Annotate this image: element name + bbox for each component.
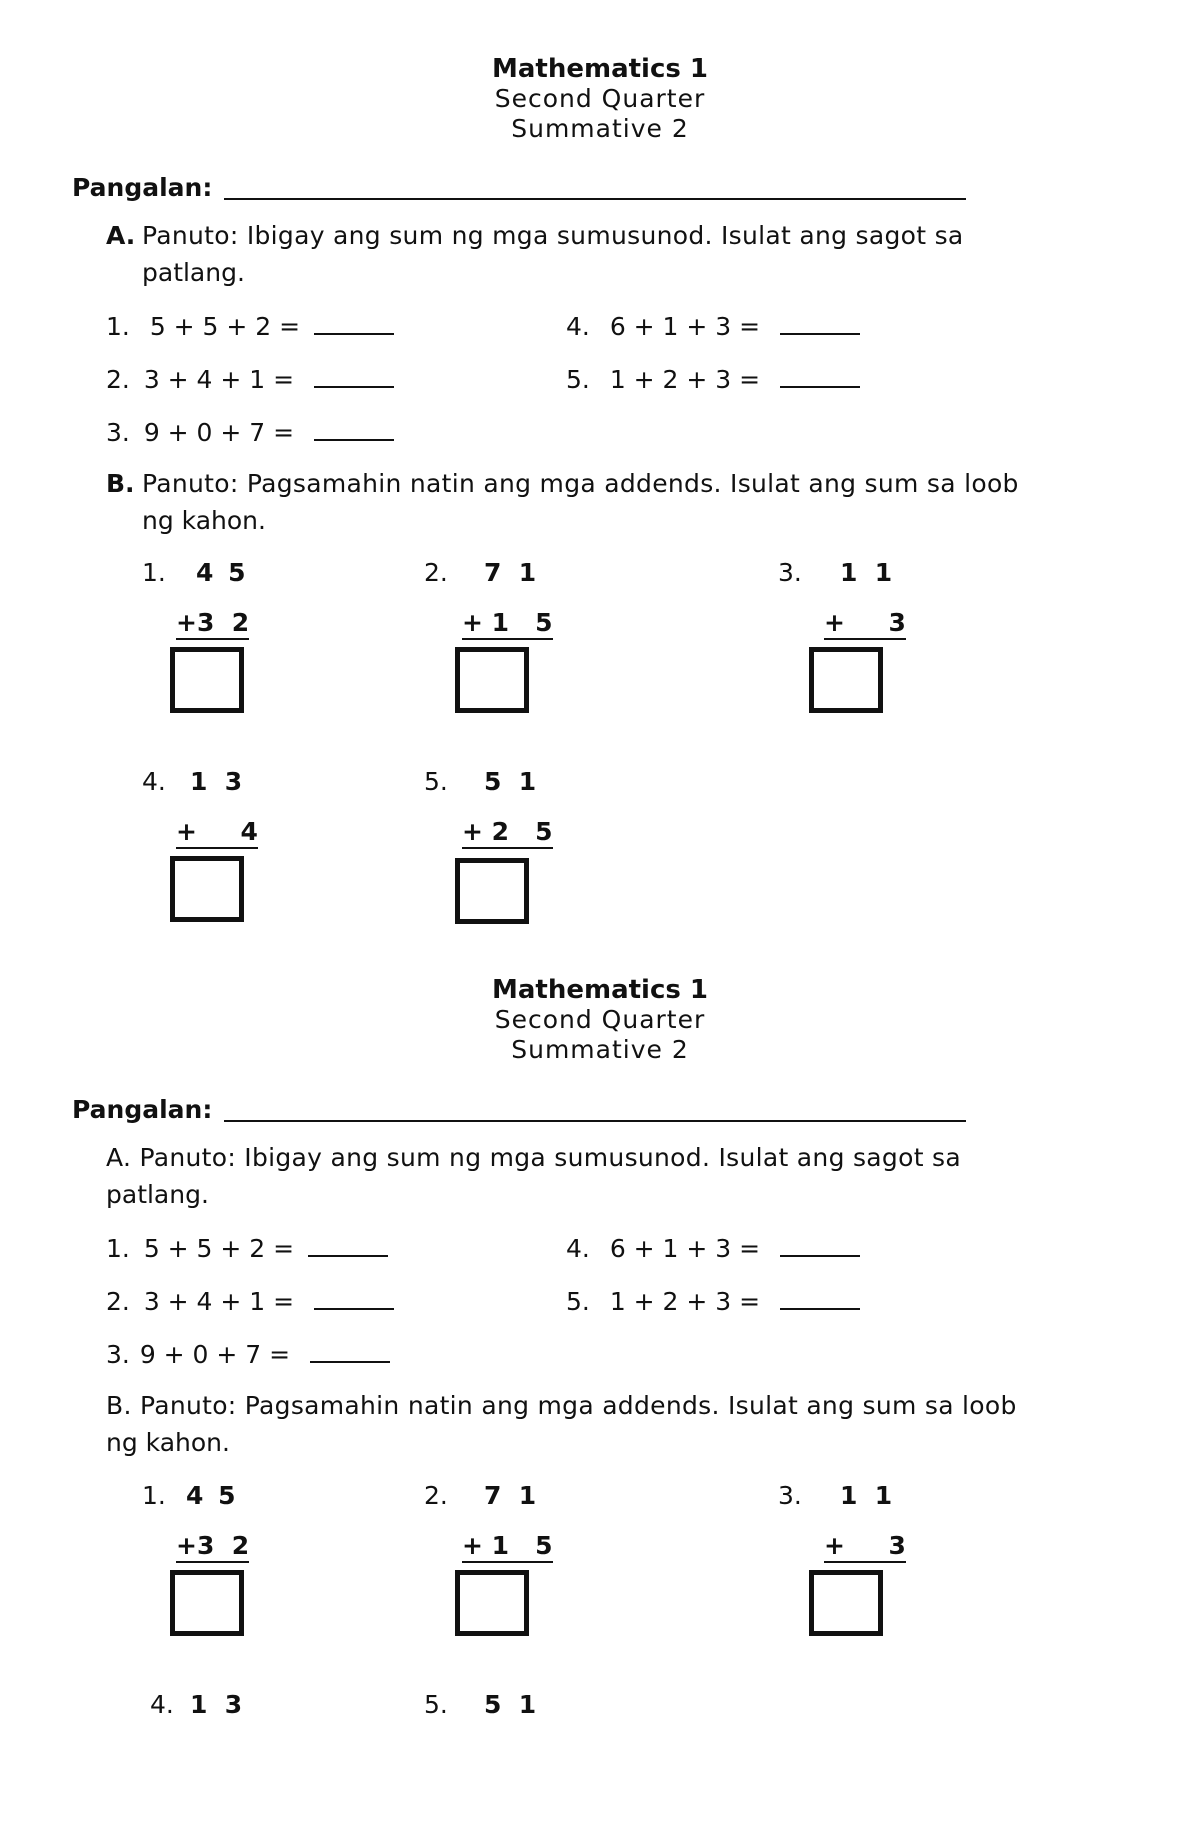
name-field[interactable] xyxy=(224,1120,966,1122)
a-item-3 xyxy=(106,417,394,447)
b-item-3-bottom: + 3 xyxy=(824,608,906,640)
b-item-2-answer-box[interactable] xyxy=(455,647,529,713)
answer-blank[interactable] xyxy=(314,364,394,388)
b-item-1-number: 1. xyxy=(142,558,166,587)
answer-blank[interactable] xyxy=(780,364,860,388)
b-item-1-answer-box[interactable] xyxy=(170,1570,244,1636)
b-item-4-bottom: + 4 xyxy=(176,817,258,849)
answer-blank[interactable] xyxy=(314,1286,394,1310)
part-a-letter: A. xyxy=(106,221,136,250)
sheet-title: Mathematics 1 xyxy=(492,54,708,84)
a-item-5 xyxy=(566,364,860,394)
item-expression: 9 + 0 + 7 = xyxy=(139,1340,291,1369)
part-a-instruction: A. Panuto: Ibigay ang sum ng mga sumusunod. Isulat ang sagot sa xyxy=(106,1143,961,1172)
item-expression: 3 + 4 + 1 = xyxy=(143,1287,295,1316)
a-item-2 xyxy=(106,364,394,394)
b-item-2-answer-box[interactable] xyxy=(455,1570,529,1636)
answer-blank[interactable] xyxy=(308,1233,388,1257)
part-b-letter: B. xyxy=(106,469,135,498)
b-item-3-number: 3. xyxy=(778,558,802,587)
item-number: 3. xyxy=(106,418,130,447)
b-item-1-bottom: +3 2 xyxy=(176,608,249,640)
item-expression: 1 + 2 + 3 = xyxy=(609,365,761,394)
item-expression: 3 + 4 + 1 = xyxy=(143,365,295,394)
answer-blank[interactable] xyxy=(780,1286,860,1310)
item-expression: 5 + 5 + 2 = xyxy=(149,312,301,341)
answer-blank[interactable] xyxy=(314,417,394,441)
b-item-2-number: 2. xyxy=(424,558,448,587)
a-item-5 xyxy=(566,1286,860,1316)
b-item-3-top: 1 1 xyxy=(840,558,893,587)
a-item-4 xyxy=(566,311,860,341)
b-item-3-top: 1 1 xyxy=(840,1481,893,1510)
item-number: 1. xyxy=(106,312,130,341)
item-expression: 9 + 0 + 7 = xyxy=(143,418,295,447)
a-item-2 xyxy=(106,1286,394,1316)
b-item-4-top: 1 3 xyxy=(190,767,243,796)
item-number: 5. xyxy=(566,365,590,394)
b-item-1-top: 4 5 xyxy=(196,558,246,587)
sheet-summative: Summative 2 xyxy=(511,1035,689,1064)
part-b-instruction-cont: ng kahon. xyxy=(106,1428,230,1457)
item-number: 4. xyxy=(566,1234,590,1263)
item-expression: 6 + 1 + 3 = xyxy=(609,312,761,341)
item-expression: 5 + 5 + 2 = xyxy=(143,1234,295,1263)
part-a-instruction: Panuto: Ibigay ang sum ng mga sumusunod. Isulat ang sagot sa xyxy=(142,221,964,250)
item-number: 2. xyxy=(106,1287,130,1316)
sheet-summative: Summative 2 xyxy=(511,114,689,143)
a-item-4 xyxy=(566,1233,860,1263)
b-item-4-top: 1 3 xyxy=(190,1690,243,1719)
a-item-1 xyxy=(106,1233,388,1263)
b-item-3-number: 3. xyxy=(778,1481,802,1510)
b-item-2-top: 7 1 xyxy=(484,1481,537,1510)
b-item-3-answer-box[interactable] xyxy=(809,1570,883,1636)
b-item-2-bottom: + 1 5 xyxy=(462,608,553,640)
name-field[interactable] xyxy=(224,198,966,200)
b-item-3-bottom: + 3 xyxy=(824,1531,906,1563)
item-number: 2. xyxy=(106,365,130,394)
sheet-title: Mathematics 1 xyxy=(492,975,708,1005)
sheet-quarter: Second Quarter xyxy=(494,1005,706,1034)
b-item-1-number: 1. xyxy=(142,1481,166,1510)
b-item-1-top: 4 5 xyxy=(186,1481,236,1510)
item-number: 3. xyxy=(106,1340,130,1369)
part-a-instruction-cont: patlang. xyxy=(106,1180,209,1209)
b-item-4-number: 4. xyxy=(142,767,166,796)
item-number: 1. xyxy=(106,1234,130,1263)
name-label: Pangalan: xyxy=(72,173,213,202)
a-item-1 xyxy=(106,311,394,341)
answer-blank[interactable] xyxy=(780,311,860,335)
item-number: 4. xyxy=(566,312,590,341)
answer-blank[interactable] xyxy=(314,311,394,335)
b-item-4-number: 4. xyxy=(150,1690,174,1719)
answer-blank[interactable] xyxy=(310,1339,390,1363)
b-item-5-answer-box[interactable] xyxy=(455,858,529,924)
b-item-2-number: 2. xyxy=(424,1481,448,1510)
name-label: Pangalan: xyxy=(72,1095,213,1124)
b-item-2-top: 7 1 xyxy=(484,558,537,587)
answer-blank[interactable] xyxy=(780,1233,860,1257)
part-a-instruction-cont: patlang. xyxy=(142,258,245,287)
b-item-2-bottom: + 1 5 xyxy=(462,1531,553,1563)
a-item-3 xyxy=(106,1339,390,1369)
part-b-instruction: Panuto: Pagsamahin natin ang mga addends. Isulat ang sum sa loob xyxy=(142,469,1019,498)
b-item-5-number: 5. xyxy=(424,1690,448,1719)
item-number: 5. xyxy=(566,1287,590,1316)
part-b-instruction-cont: ng kahon. xyxy=(142,506,266,535)
b-item-4-answer-box[interactable] xyxy=(170,856,244,922)
b-item-1-bottom: +3 2 xyxy=(176,1531,249,1563)
b-item-5-top: 5 1 xyxy=(484,1690,537,1719)
b-item-3-answer-box[interactable] xyxy=(809,647,883,713)
part-b-instruction: B. Panuto: Pagsamahin natin ang mga addends. Isulat ang sum sa loob xyxy=(106,1391,1017,1420)
item-expression: 6 + 1 + 3 = xyxy=(609,1234,761,1263)
b-item-5-bottom: + 2 5 xyxy=(462,817,553,849)
b-item-5-top: 5 1 xyxy=(484,767,537,796)
item-expression: 1 + 2 + 3 = xyxy=(609,1287,761,1316)
sheet-quarter: Second Quarter xyxy=(494,84,706,113)
b-item-1-answer-box[interactable] xyxy=(170,647,244,713)
b-item-5-number: 5. xyxy=(424,767,448,796)
